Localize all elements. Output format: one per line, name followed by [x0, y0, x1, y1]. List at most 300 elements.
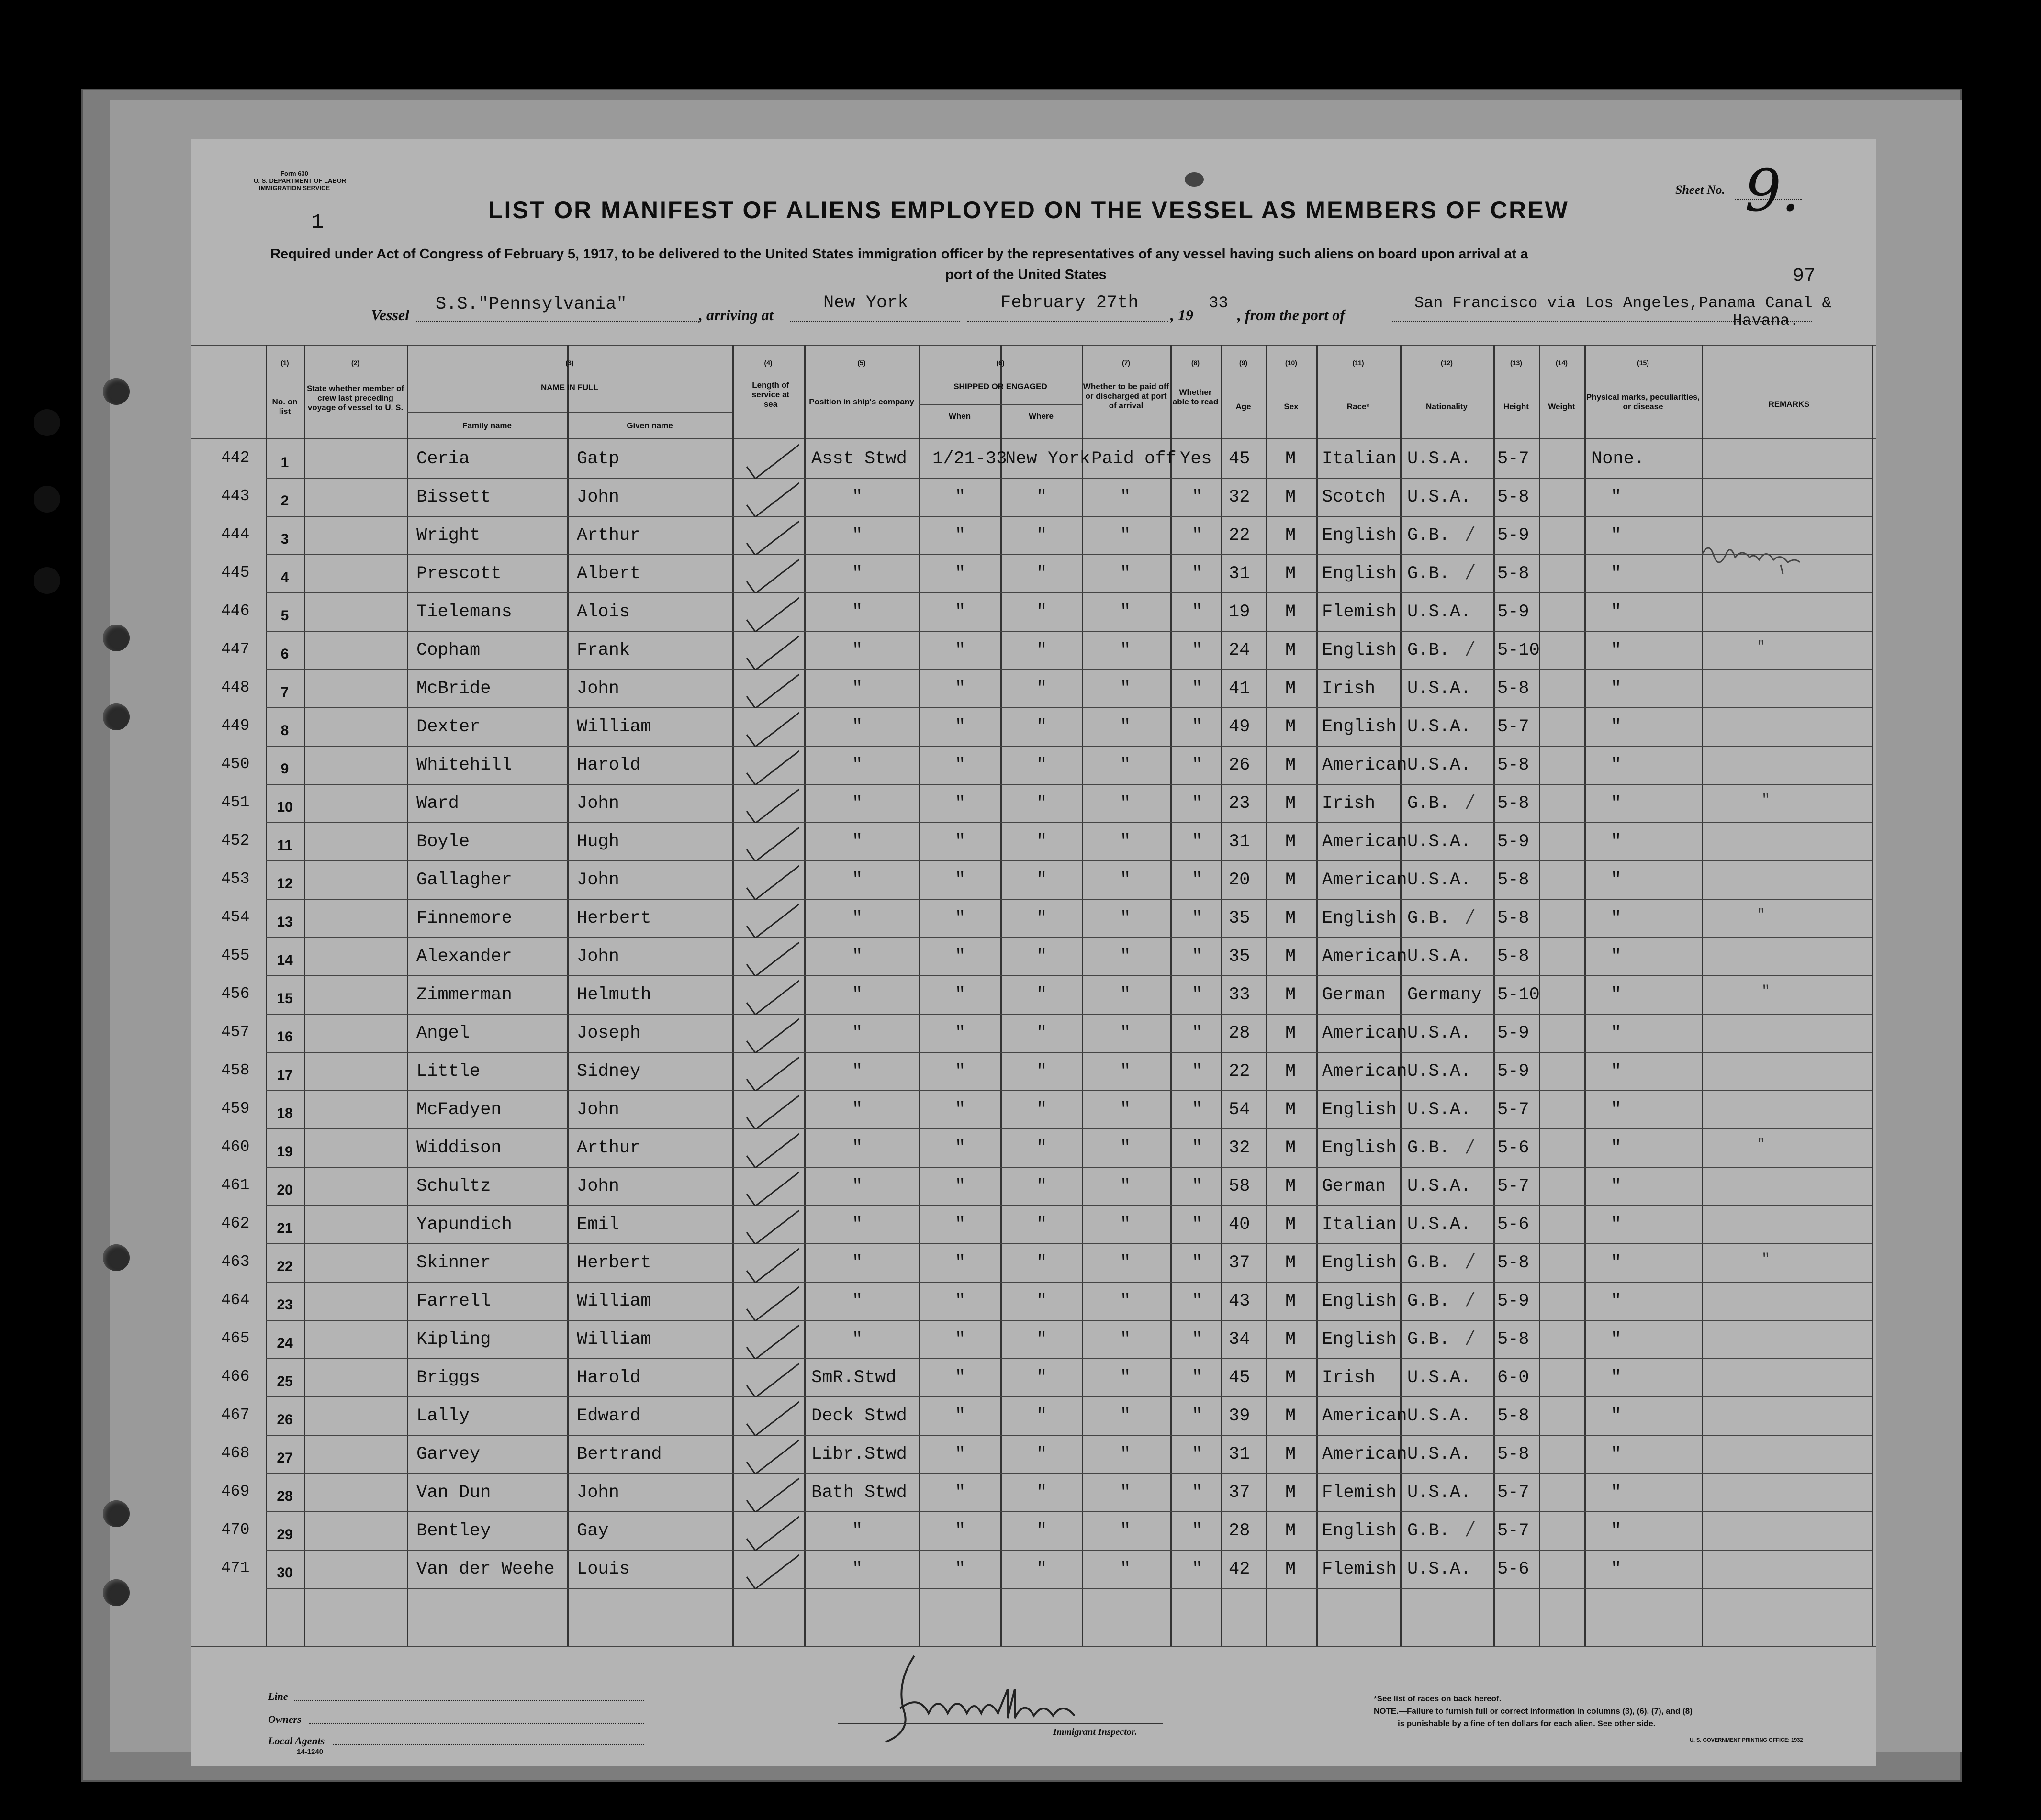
table-bottom-rule	[191, 1646, 1876, 1647]
note-races: *See list of races on back hereof.	[1374, 1694, 1502, 1703]
height: 5-9	[1497, 1023, 1529, 1043]
margin-entry-number: 464	[221, 1291, 250, 1309]
sex: M	[1285, 525, 1296, 546]
margin-entry-number: 459	[221, 1100, 250, 1117]
checkmark-icon	[742, 1091, 799, 1129]
given-name: Albert	[577, 564, 641, 584]
race: Flemish	[1322, 1483, 1397, 1503]
sex: M	[1285, 1521, 1296, 1541]
nationality-check-slash: /	[1467, 905, 1473, 927]
punch-hole	[34, 409, 60, 436]
header-no-on-list: No. on list	[272, 397, 298, 416]
column-number: (4)	[764, 359, 773, 367]
checkmark-icon	[742, 632, 799, 670]
height: 5-7	[1497, 717, 1529, 737]
able-to-read: "	[1192, 1483, 1203, 1503]
position: "	[852, 908, 863, 928]
sex: M	[1285, 487, 1296, 507]
position: "	[852, 679, 863, 699]
paid-off: "	[1120, 564, 1131, 584]
age: 39	[1229, 1406, 1250, 1426]
family-name: Bissett	[416, 487, 491, 507]
margin-entry-number: 458	[221, 1061, 250, 1079]
race: American	[1322, 1444, 1407, 1464]
given-name: Louis	[577, 1559, 630, 1579]
age: 22	[1229, 525, 1250, 546]
header-height: Height	[1503, 402, 1529, 411]
sex: M	[1285, 1023, 1296, 1043]
height: 5-8	[1497, 679, 1529, 699]
row-rule	[266, 899, 1872, 900]
height: 5-10	[1497, 640, 1540, 660]
shipped-when: "	[955, 564, 966, 584]
race: English	[1322, 1291, 1397, 1311]
paid-off: "	[1120, 1329, 1131, 1350]
column-number: (8)	[1191, 359, 1200, 367]
paid-off: "	[1120, 525, 1131, 546]
shipped-when: "	[955, 793, 966, 814]
row-rule	[266, 822, 1872, 823]
nationality: U.S.A.	[1407, 1215, 1471, 1235]
height: 5-8	[1497, 908, 1529, 928]
row-number: 11	[277, 837, 292, 853]
shipped-when: "	[955, 640, 966, 660]
given-name: Sidney	[577, 1061, 641, 1082]
sex: M	[1285, 1444, 1296, 1464]
row-rule	[266, 784, 1872, 785]
nationality: G.B.	[1407, 1329, 1450, 1350]
column-rule	[1170, 345, 1172, 1646]
remarks-ditto: "	[1757, 1137, 1766, 1153]
row-number: 26	[277, 1412, 293, 1428]
height: 5-8	[1497, 870, 1529, 890]
sheet-label: Sheet No.	[1675, 183, 1725, 197]
punch-hole	[103, 1579, 130, 1606]
physical-marks: "	[1611, 1176, 1622, 1196]
position: Asst Stwd	[811, 449, 907, 469]
able-to-read: "	[1192, 793, 1203, 814]
shipped-where: "	[1036, 1138, 1047, 1158]
family-name: Van der Weehe	[416, 1559, 555, 1579]
sex: M	[1285, 870, 1296, 890]
race: Irish	[1322, 793, 1376, 814]
shipped-where: "	[1036, 1253, 1047, 1273]
margin-entry-number: 450	[221, 755, 250, 773]
shipped-where: "	[1036, 1406, 1047, 1426]
physical-marks: "	[1611, 1138, 1622, 1158]
able-to-read: "	[1192, 1253, 1203, 1273]
race: English	[1322, 717, 1397, 737]
position: "	[852, 640, 863, 660]
nationality: U.S.A.	[1407, 1176, 1471, 1196]
column-number: (9)	[1239, 359, 1248, 367]
physical-marks: "	[1611, 793, 1622, 814]
column-number: (10)	[1285, 359, 1297, 367]
shipped-where: "	[1036, 1100, 1047, 1120]
nationality-check-slash: /	[1467, 1518, 1473, 1539]
margin-entry-number: 463	[221, 1253, 250, 1271]
column-rule	[567, 345, 569, 1646]
row-number: 19	[277, 1144, 293, 1160]
row-rule	[266, 1052, 1872, 1053]
shipped-when: "	[955, 1215, 966, 1235]
given-name: Joseph	[577, 1023, 641, 1043]
nationality: G.B.	[1407, 1138, 1450, 1158]
sex: M	[1285, 602, 1296, 622]
family-name: McFadyen	[416, 1100, 502, 1120]
punch-hole	[34, 567, 60, 594]
margin-entry-number: 446	[221, 602, 250, 620]
family-name: Prescott	[416, 564, 502, 584]
column-number: (1)	[280, 359, 289, 367]
age: 23	[1229, 793, 1250, 814]
checkmark-icon	[742, 1015, 799, 1053]
physical-marks: "	[1611, 832, 1622, 852]
shipped-when: "	[955, 1444, 966, 1464]
physical-marks: "	[1611, 985, 1622, 1005]
shipped-where: New York	[1005, 449, 1090, 469]
printing-office: U. S. GOVERNMENT PRINTING OFFICE: 1932	[1690, 1737, 1803, 1743]
shipped-where: "	[1036, 602, 1047, 622]
position: "	[852, 1061, 863, 1082]
manifest-page	[191, 139, 1876, 1766]
physical-marks: "	[1611, 1215, 1622, 1235]
given-name: Hugh	[577, 832, 619, 852]
age: 43	[1229, 1291, 1250, 1311]
family-name: Ward	[416, 793, 459, 814]
shipped-when: "	[955, 870, 966, 890]
row-number: 3	[280, 531, 289, 547]
height: 5-8	[1497, 487, 1529, 507]
given-name: John	[577, 1483, 619, 1503]
shipped-when: 1/21-33	[932, 449, 1007, 469]
height: 5-9	[1497, 1061, 1529, 1082]
row-number: 2	[280, 493, 289, 509]
family-name: Ceria	[416, 449, 470, 469]
paid-off: "	[1120, 1023, 1131, 1043]
shipped-where: "	[1036, 679, 1047, 699]
position: "	[852, 602, 863, 622]
nationality: U.S.A.	[1407, 717, 1471, 737]
given-name: William	[577, 1291, 651, 1311]
shipped-where: "	[1036, 985, 1047, 1005]
header-length-service: Length of service at sea	[751, 380, 790, 409]
given-name: John	[577, 1176, 619, 1196]
family-name: Kipling	[416, 1329, 491, 1350]
given-name: William	[577, 717, 651, 737]
row-rule	[266, 1282, 1872, 1283]
checkmark-icon	[742, 1551, 799, 1589]
vessel-line	[416, 321, 699, 322]
family-name: Garvey	[416, 1444, 481, 1464]
nationality: U.S.A.	[1407, 947, 1471, 967]
height: 5-8	[1497, 1444, 1529, 1464]
sex: M	[1285, 1406, 1296, 1426]
position: "	[852, 1559, 863, 1579]
checkmark-icon	[742, 593, 799, 632]
date-line	[967, 321, 1168, 322]
position: "	[852, 755, 863, 775]
row-number: 29	[277, 1527, 293, 1542]
table-top-rule	[191, 345, 1876, 346]
able-to-read: "	[1192, 1138, 1203, 1158]
row-number: 10	[277, 799, 293, 815]
able-to-read: "	[1192, 1368, 1203, 1388]
margin-entry-number: 466	[221, 1368, 250, 1385]
column-rule	[1221, 345, 1222, 1646]
row-number: 18	[277, 1105, 293, 1121]
shipped-where: "	[1036, 947, 1047, 967]
column-number: (14)	[1556, 359, 1568, 367]
row-number: 9	[280, 761, 289, 777]
able-to-read: "	[1192, 1023, 1203, 1043]
row-rule	[266, 1014, 1872, 1015]
race: Flemish	[1322, 602, 1397, 622]
paid-off: Paid off	[1091, 449, 1177, 469]
family-name: Wright	[416, 525, 481, 546]
row-number: 5	[280, 608, 289, 624]
nationality-check-slash: /	[1467, 791, 1473, 812]
sex: M	[1285, 1138, 1296, 1158]
family-name: Lally	[416, 1406, 470, 1426]
shipped-where: "	[1036, 640, 1047, 660]
paid-off: "	[1120, 832, 1131, 852]
nationality-check-slash: /	[1467, 1288, 1473, 1309]
shipped-when: "	[955, 1406, 966, 1426]
height: 5-7	[1497, 1483, 1529, 1503]
row-rule	[266, 1588, 1872, 1589]
given-name: John	[577, 793, 619, 814]
paid-off: "	[1120, 1253, 1131, 1273]
nationality-check-slash: /	[1467, 637, 1473, 659]
family-name: Skinner	[416, 1253, 491, 1273]
nationality-check-slash: /	[1467, 1250, 1473, 1271]
note-fine: is punishable by a fine of ten dollars for each alien. See other side.	[1398, 1719, 1656, 1728]
paid-off: "	[1120, 1138, 1131, 1158]
position: "	[852, 1329, 863, 1350]
header-able-read: Whether able to read	[1172, 388, 1219, 406]
family-name: Alexander	[416, 947, 512, 967]
nationality: U.S.A.	[1407, 679, 1471, 699]
given-name: Arthur	[577, 1138, 641, 1158]
margin-entry-number: 448	[221, 679, 250, 696]
sex: M	[1285, 947, 1296, 967]
column-rule	[407, 345, 408, 1646]
margin-entry-number: 457	[221, 1023, 250, 1041]
sex: M	[1285, 793, 1296, 814]
age: 32	[1229, 1138, 1250, 1158]
row-number: 16	[277, 1029, 293, 1045]
row-rule	[266, 937, 1872, 938]
physical-marks: "	[1611, 1061, 1622, 1082]
given-name: Herbert	[577, 908, 651, 928]
race: English	[1322, 1100, 1397, 1120]
margin-entry-number: 452	[221, 832, 250, 849]
checkmark-icon	[742, 1244, 799, 1283]
family-name: Gallagher	[416, 870, 512, 890]
row-number: 20	[277, 1182, 293, 1198]
row-number: 1	[280, 455, 289, 470]
footer-agents-code: 14-1240	[297, 1748, 324, 1756]
shipped-where: "	[1036, 1368, 1047, 1388]
header-state-member: State whether member of crew last preceding voyage of vessel to U. S.	[306, 384, 404, 412]
checkmark-icon	[742, 976, 799, 1015]
physical-marks: "	[1611, 1291, 1622, 1311]
shipped-where: "	[1036, 1483, 1047, 1503]
race: Irish	[1322, 679, 1376, 699]
physical-marks: None.	[1592, 449, 1645, 469]
position: SmR.Stwd	[811, 1368, 897, 1388]
able-to-read: Yes	[1180, 449, 1212, 469]
shipped-where: "	[1036, 870, 1047, 890]
shipped-when: "	[955, 717, 966, 737]
row-number: 15	[277, 991, 293, 1006]
checkmark-icon	[742, 785, 799, 823]
shipped-where: "	[1036, 487, 1047, 507]
nationality: U.S.A.	[1407, 449, 1471, 469]
paid-off: "	[1120, 793, 1131, 814]
margin-entry-number: 447	[221, 640, 250, 658]
column-rule	[1266, 345, 1267, 1646]
able-to-read: "	[1192, 1291, 1203, 1311]
header-remarks: REMARKS	[1768, 400, 1810, 409]
paid-off: "	[1120, 1444, 1131, 1464]
physical-marks: "	[1611, 1253, 1622, 1273]
column-rule	[266, 345, 267, 1646]
row-number: 23	[277, 1297, 293, 1313]
physical-marks: "	[1611, 755, 1622, 775]
checkmark-icon	[742, 708, 799, 747]
shipped-when: "	[955, 947, 966, 967]
checkmark-icon	[742, 670, 799, 708]
checkmark-icon	[742, 900, 799, 938]
race: American	[1322, 870, 1407, 890]
physical-marks: "	[1611, 1559, 1622, 1579]
nationality: G.B.	[1407, 908, 1450, 928]
row-number: 30	[277, 1565, 293, 1581]
checkmark-icon	[742, 861, 799, 900]
row-rule	[266, 631, 1872, 632]
height: 5-8	[1497, 793, 1529, 814]
paid-off: "	[1120, 985, 1131, 1005]
family-name: Briggs	[416, 1368, 481, 1388]
shipped-where: "	[1036, 1444, 1047, 1464]
margin-entry-number: 465	[221, 1329, 250, 1347]
age: 37	[1229, 1483, 1250, 1503]
paid-off: "	[1120, 1559, 1131, 1579]
race: German	[1322, 1176, 1386, 1196]
footer-line-label: Line	[268, 1690, 288, 1702]
height: 5-9	[1497, 525, 1529, 546]
shipped-when: "	[955, 755, 966, 775]
race: English	[1322, 908, 1397, 928]
checkmark-icon	[742, 440, 799, 479]
given-name: John	[577, 870, 619, 890]
arriving-label: , arriving at	[699, 306, 774, 324]
margin-entry-number: 462	[221, 1215, 250, 1232]
height: 5-8	[1497, 564, 1529, 584]
sex: M	[1285, 1253, 1296, 1273]
position: "	[852, 947, 863, 967]
header-family-name: Family name	[462, 421, 512, 430]
shipped-where: "	[1036, 1521, 1047, 1541]
row-rule	[266, 860, 1872, 861]
top-mark: 1	[311, 211, 324, 234]
nationality: U.S.A.	[1407, 1406, 1471, 1426]
height: 5-6	[1497, 1138, 1529, 1158]
nationality-check-slash: /	[1467, 1135, 1473, 1156]
header-where: Where	[1029, 412, 1054, 421]
margin-entry-number: 451	[221, 793, 250, 811]
able-to-read: "	[1192, 1215, 1203, 1235]
shipped-where: "	[1036, 717, 1047, 737]
height: 5-8	[1497, 1329, 1529, 1350]
row-number: 12	[277, 876, 293, 892]
sex: M	[1285, 1291, 1296, 1311]
header-nationality: Nationality	[1426, 402, 1468, 411]
arriving-value: New York	[823, 293, 908, 313]
able-to-read: "	[1192, 487, 1203, 507]
race: American	[1322, 1023, 1407, 1043]
position: "	[852, 1138, 863, 1158]
family-name: Van Dun	[416, 1483, 491, 1503]
column-rule	[1584, 345, 1586, 1646]
paid-off: "	[1120, 1368, 1131, 1388]
shipped-when: "	[955, 908, 966, 928]
form-id	[254, 170, 347, 191]
shipped-where: "	[1036, 793, 1047, 814]
nationality: U.S.A.	[1407, 755, 1471, 775]
position: "	[852, 985, 863, 1005]
family-name: McBride	[416, 679, 491, 699]
physical-marks: "	[1611, 1483, 1622, 1503]
able-to-read: "	[1192, 832, 1203, 852]
sex: M	[1285, 908, 1296, 928]
column-number: (6)	[996, 359, 1005, 367]
family-name: Yapundich	[416, 1215, 512, 1235]
physical-marks: "	[1611, 1023, 1622, 1043]
height: 5-6	[1497, 1215, 1529, 1235]
age: 49	[1229, 717, 1250, 737]
paid-off: "	[1120, 1100, 1131, 1120]
row-rule	[266, 554, 1872, 555]
position: "	[852, 717, 863, 737]
row-rule	[266, 1435, 1872, 1436]
given-name: Bertrand	[577, 1444, 662, 1464]
height: 5-7	[1497, 1176, 1529, 1196]
column-rule	[919, 345, 920, 1646]
column-number: (13)	[1510, 359, 1522, 367]
punch-hole	[103, 1500, 130, 1527]
margin-entry-number: 469	[221, 1483, 250, 1500]
able-to-read: "	[1192, 908, 1203, 928]
race: English	[1322, 640, 1397, 660]
checkmark-icon	[742, 1053, 799, 1091]
position: "	[852, 1023, 863, 1043]
age: 37	[1229, 1253, 1250, 1273]
race: English	[1322, 1329, 1397, 1350]
inspector-signature	[857, 1651, 1240, 1747]
margin-entry-number: 449	[221, 717, 250, 735]
column-rule	[1493, 345, 1495, 1646]
age: 41	[1229, 679, 1250, 699]
shipped-when: "	[955, 1023, 966, 1043]
header-given-name: Given name	[627, 421, 673, 430]
vessel-value: S.S."Pennsylvania"	[436, 294, 627, 314]
position: "	[852, 1253, 863, 1273]
height: 5-8	[1497, 1253, 1529, 1273]
checkmark-icon	[742, 1512, 799, 1551]
